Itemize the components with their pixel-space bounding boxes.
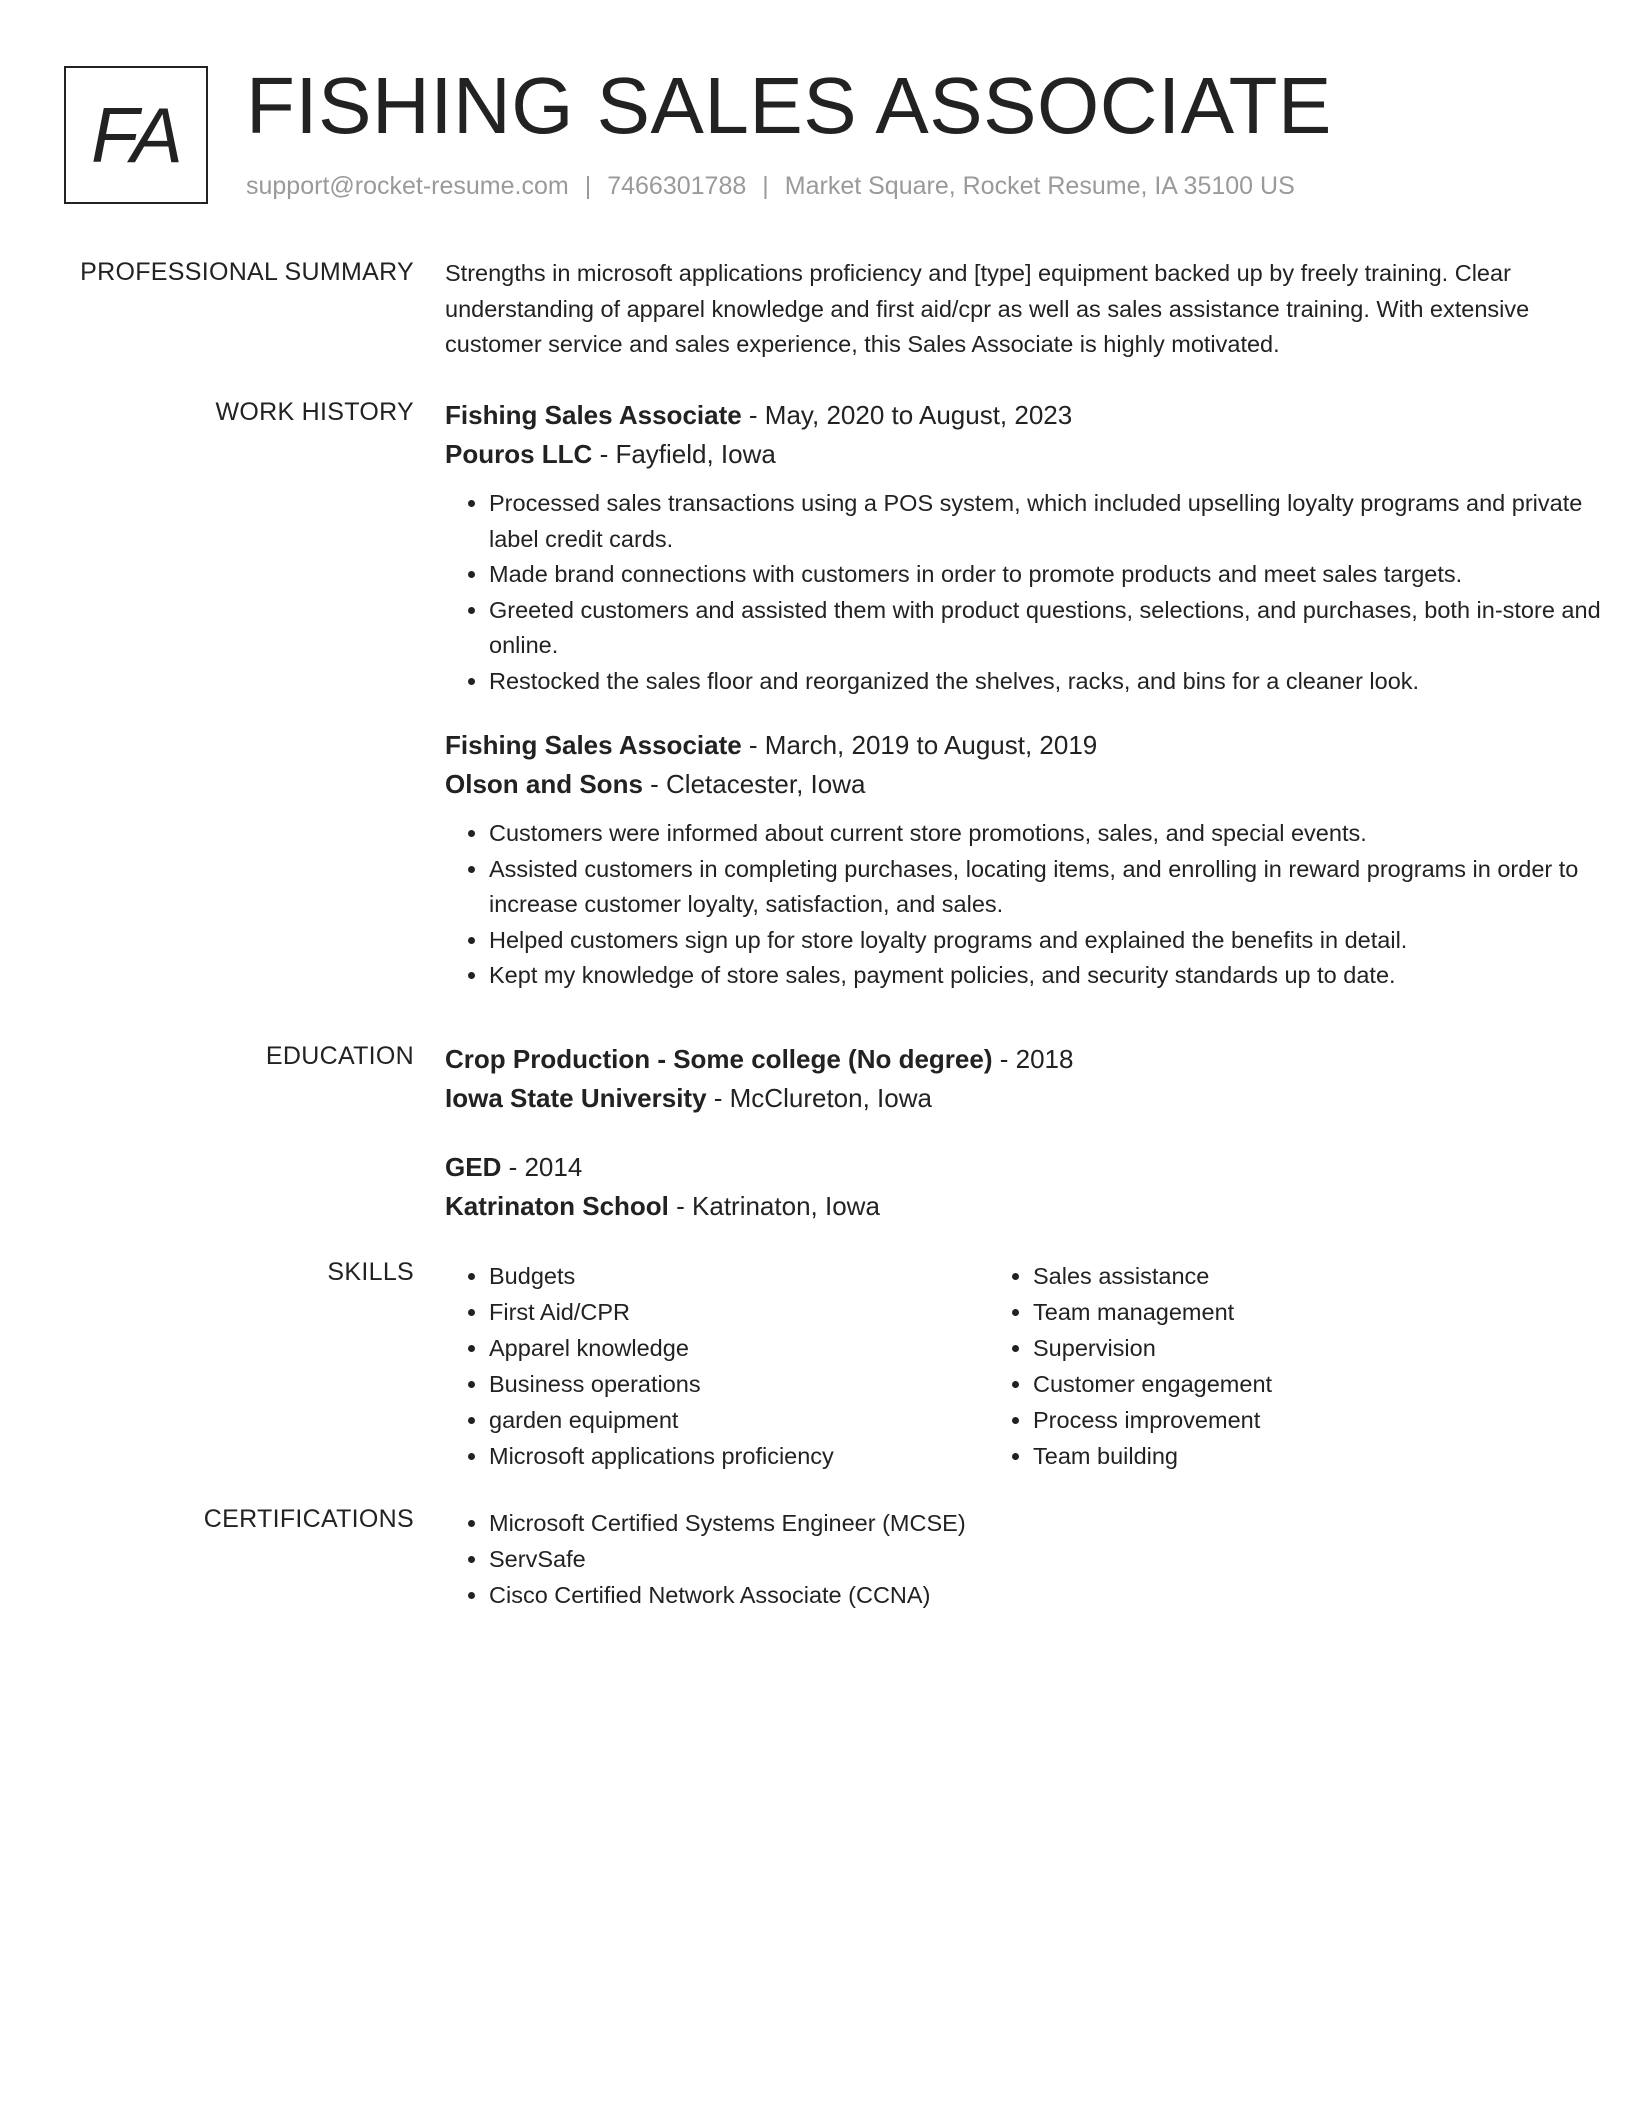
school-location: - Katrinaton, Iowa (668, 1191, 880, 1221)
list-item: • Assisted customers in completing purchases, locating items, and enrolling in reward programs in order to increase customer loyalty, satisfaction, and sales. (489, 852, 1625, 923)
education-body (445, 1040, 1625, 1226)
list-item: • Kept my knowledge of store sales, payment policies, and security standards up to date. (489, 958, 1625, 994)
skill-item: • Customer engagement (1033, 1366, 1533, 1402)
skills-column-1 (445, 1258, 989, 1474)
job-company: Pouros LLC (445, 439, 593, 469)
list-item: • Processed sales transactions using a POS system, which included upselling loyalty programs and private label credit cards. (489, 486, 1625, 557)
job-bullets (445, 816, 1625, 994)
school-line (445, 1187, 1625, 1226)
resume-name: FISHING SALES ASSOCIATE (246, 61, 1332, 150)
job-location: - Fayfield, Iowa (592, 439, 776, 469)
skill-item: • Business operations (489, 1366, 989, 1402)
contact-email: support@rocket-resume.com (246, 172, 569, 200)
job-title-line (445, 396, 1625, 435)
certification-item: • Cisco Certified Network Associate (CCNA) (489, 1577, 1625, 1613)
degree-line (445, 1040, 1625, 1079)
job-dates: - May, 2020 to August, 2023 (741, 400, 1073, 430)
certifications-body (445, 1505, 1625, 1613)
job-title: Fishing Sales Associate (445, 400, 742, 430)
job-bullets (445, 486, 1625, 699)
contact-address: Market Square, Rocket Resume, IA 35100 US (784, 172, 1295, 200)
skill-item: • Team building (1033, 1438, 1533, 1474)
skill-item: • Process improvement (1033, 1402, 1533, 1438)
job-company-line (445, 435, 1625, 474)
skill-item: • Microsoft applications proficiency (489, 1438, 989, 1474)
list-item: • Customers were informed about current store promotions, sales, and special events. (489, 816, 1625, 852)
skills-label: SKILLS (327, 1258, 414, 1286)
degree-name: GED (445, 1152, 502, 1182)
summary-label: PROFESSIONAL SUMMARY (80, 258, 414, 286)
summary-text: Strengths in microsoft applications proficiency and [type] equipment backed up by freely training. Clear understanding of apparel knowledge and first aid/cpr as well as sales assistance training. With extensive customer service and sales experience, this Sales Associate is highly motivated. (445, 260, 1530, 357)
education-entry (445, 1040, 1625, 1118)
certification-item: • Microsoft Certified Systems Engineer (MCSE) (489, 1505, 1625, 1541)
list-item: • Restocked the sales floor and reorganized the shelves, racks, and bins for a cleaner look. (489, 664, 1625, 700)
contact-phone: 7466301788 (607, 172, 747, 200)
job-entry (445, 396, 1625, 699)
contact-line (246, 172, 1295, 201)
job-company-line (445, 765, 1625, 804)
school-location: - McClureton, Iowa (706, 1083, 932, 1113)
work-history-label: WORK HISTORY (215, 398, 414, 426)
resume-header (64, 61, 1564, 208)
job-title-line (445, 726, 1625, 765)
job-location: - Cletacester, Iowa (642, 769, 866, 799)
contact-separator: | (762, 172, 769, 200)
school-line (445, 1079, 1625, 1118)
education-label: EDUCATION (265, 1042, 414, 1070)
skill-item: • Supervision (1033, 1330, 1533, 1366)
skills-column-2 (989, 1258, 1533, 1474)
skills-grid (445, 1258, 1625, 1474)
job-company: Olson and Sons (445, 769, 643, 799)
school-name: Iowa State University (445, 1083, 707, 1113)
skill-item: • First Aid/CPR (489, 1294, 989, 1330)
list-item: • Helped customers sign up for store loyalty programs and explained the benefits in detail. (489, 923, 1625, 959)
certification-item: • ServSafe (489, 1541, 1625, 1577)
degree-year: - 2018 (992, 1044, 1074, 1074)
skill-item: • Sales assistance (1033, 1258, 1533, 1294)
monogram-initials: FA (64, 66, 208, 204)
degree-name: Crop Production - Some college (No degree) (445, 1044, 993, 1074)
skill-item: • Budgets (489, 1258, 989, 1294)
degree-line (445, 1148, 1625, 1187)
contact-separator: | (584, 172, 592, 200)
job-title: Fishing Sales Associate (445, 730, 742, 760)
job-dates: - March, 2019 to August, 2019 (741, 730, 1098, 760)
education-entry (445, 1148, 1625, 1226)
list-item: • Made brand connections with customers in order to promote products and meet sales targets. (489, 557, 1625, 593)
list-item: • Greeted customers and assisted them with product questions, selections, and purchases, both in-store and online. (489, 593, 1625, 664)
skill-item: • garden equipment (489, 1402, 989, 1438)
certifications-list (445, 1505, 1625, 1613)
school-name: Katrinaton School (445, 1191, 669, 1221)
skill-item: • Apparel knowledge (489, 1330, 989, 1366)
certifications-label: CERTIFICATIONS (203, 1505, 414, 1533)
skills-body (445, 1258, 1625, 1474)
job-entry (445, 726, 1625, 994)
degree-year: - 2014 (501, 1152, 583, 1182)
work-history-body (445, 396, 1625, 994)
skill-item: • Team management (1033, 1294, 1533, 1330)
